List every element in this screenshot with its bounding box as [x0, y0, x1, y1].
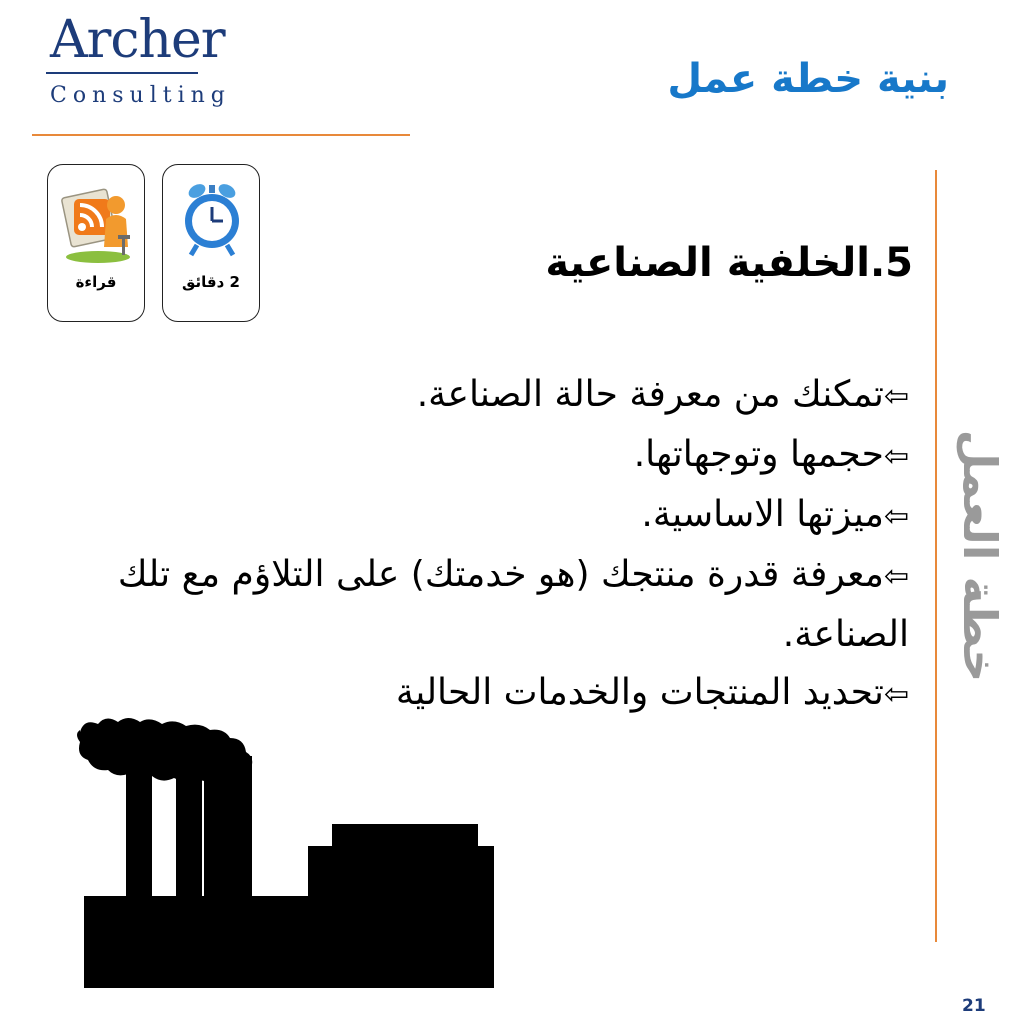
header-divider: [32, 134, 410, 136]
list-item: ⇦تحديد المنتجات والخدمات الحالية: [395, 672, 909, 713]
logo-name: Archer: [50, 10, 225, 70]
arrow-icon: ⇦: [883, 439, 909, 474]
list-item: ⇦حجمها وتوجهاتها.: [633, 434, 909, 475]
logo-divider: [46, 72, 198, 74]
side-divider: [935, 170, 937, 942]
reading-label: قراءة: [75, 273, 117, 291]
bullet-list: [89, 366, 909, 724]
side-section-label: خطة العمل: [953, 429, 1007, 683]
rss-reader-icon: [60, 175, 134, 265]
list-item: ⇦معرفة قدرة منتجك (هو خدمتك) على التلاؤم مع تلك الصناعة.: [117, 554, 909, 655]
page-title: بنية خطة عمل: [667, 56, 949, 102]
section-heading: 5.الخلفية الصناعية: [545, 240, 913, 286]
arrow-icon: ⇦: [883, 677, 909, 712]
arrow-icon: ⇦: [883, 559, 909, 594]
alarm-clock-icon: [175, 175, 249, 265]
logo-subtitle: Consulting: [50, 83, 231, 108]
arrow-icon: ⇦: [883, 379, 909, 414]
page-number: 21: [962, 996, 986, 1016]
arrow-icon: ⇦: [883, 499, 909, 534]
duration-label: 2 دقائق: [182, 273, 240, 291]
duration-card: [162, 164, 260, 322]
list-item: ⇦تمكنك من معرفة حالة الصناعة.: [416, 374, 909, 415]
archer-consulting-logo: [40, 10, 231, 120]
factory-icon: [74, 712, 498, 992]
reading-card: [47, 164, 145, 322]
list-item: ⇦ميزتها الاساسية.: [641, 494, 909, 535]
